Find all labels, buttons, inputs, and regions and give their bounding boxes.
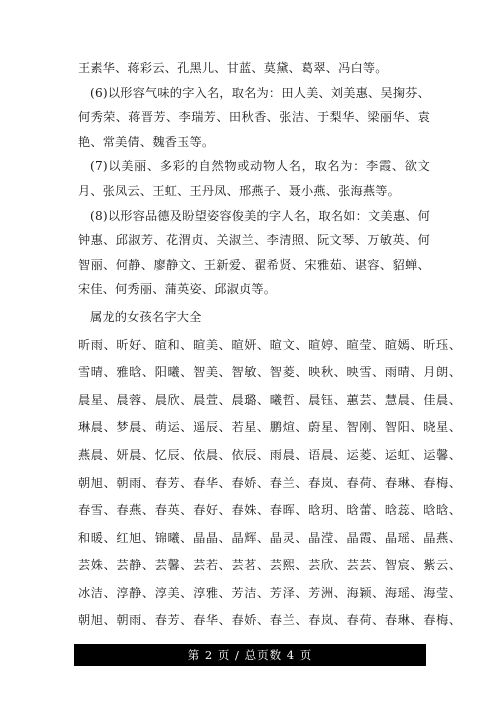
paragraph-fragrance-names: (6)以形容气味的字入名，取名为：田人美、刘美惠、吴掬芬、何秀荣、蒋晋芳、李瑞芳、田秋香、张洁、于梨华、梁丽华、袁艳、常美倩、魏香玉等。 (78, 85, 430, 149)
paragraph-virtue-names: (8)以形容品德及盼望姿容俊美的字人名，取名如：文美惠、何钟惠、邱淑芳、花渭贞、关淑兰、李清照、阮文琴、万敏英、何智丽、何静、廖静文、王新爱、翟希贤、宋雅茹、谌容、貂蝉、宋佳、何秀丽、蒲英姿、邱淑贞等。 (78, 208, 430, 297)
name-list-line: 雪晴、雅晗、阳曦、智美、智敏、智菱、映秋、映雪、雨晴、月朗、 (78, 365, 462, 380)
page-footer (74, 644, 426, 666)
name-list-line: 朝旭、朝雨、春芳、春华、春娇、春兰、春岚、春荷、春琳、春梅、 (78, 613, 462, 628)
name-list-line: 春雪、春燕、春英、春好、春姝、春晖、晗玥、晗蕾、晗蕊、晗晗、 (78, 503, 462, 518)
name-list-line: 琳晨、梦晨、萌运、遥辰、若星、鹏煊、蔚星、智刚、智阳、晓星、 (78, 420, 462, 435)
name-list-line: 燕晨、妍晨、忆辰、依晨、依辰、雨晨、语晨、运菱、运虹、运馨、 (78, 447, 462, 462)
section-heading: 属龙的女孩名字大全 (90, 309, 202, 324)
name-list-line: 昕雨、昕好、暄和、暄美、暄妍、暄文、暄婷、暄莹、暄嫣、昕珏、 (78, 337, 462, 352)
name-list-line: 和暖、红旭、锦曦、晶晶、晶辉、晶灵、晶滢、晶霞、晶瑶、晶燕、 (78, 530, 462, 545)
paragraph-nature-names: (7)以美丽、多彩的自然物或动物人名，取名为：李霞、欲文月、张凤云、王虹、王丹凤、邢燕子、聂小燕、张海燕等。 (78, 159, 430, 198)
page-number-indicator: 第 2 页 / 总页数 4 页 (187, 648, 313, 662)
paragraph-names-continued: 王素华、蒋彩云、孔黑儿、甘蓝、莫黛、葛翠、冯白等。 (78, 61, 388, 75)
document-body (78, 56, 462, 636)
name-list-line: 晨星、晨蓉、晨欣、晨萱、晨璐、曦哲、晨钰、蕙芸、慧晨、佳晨、 (78, 392, 462, 407)
name-list-line: 冰洁、淳静、淳美、淳雅、芳洁、芳泽、芳洲、海颖、海瑶、海莹、 (78, 585, 462, 600)
name-list-line: 芸姝、芸静、芸馨、芸若、芸茗、芸熙、芸欣、芸芸、智宸、紫云、 (78, 558, 462, 573)
name-list-line: 朝旭、朝雨、春芳、春华、春娇、春兰、春岚、春荷、春琳、春梅、 (78, 475, 462, 490)
